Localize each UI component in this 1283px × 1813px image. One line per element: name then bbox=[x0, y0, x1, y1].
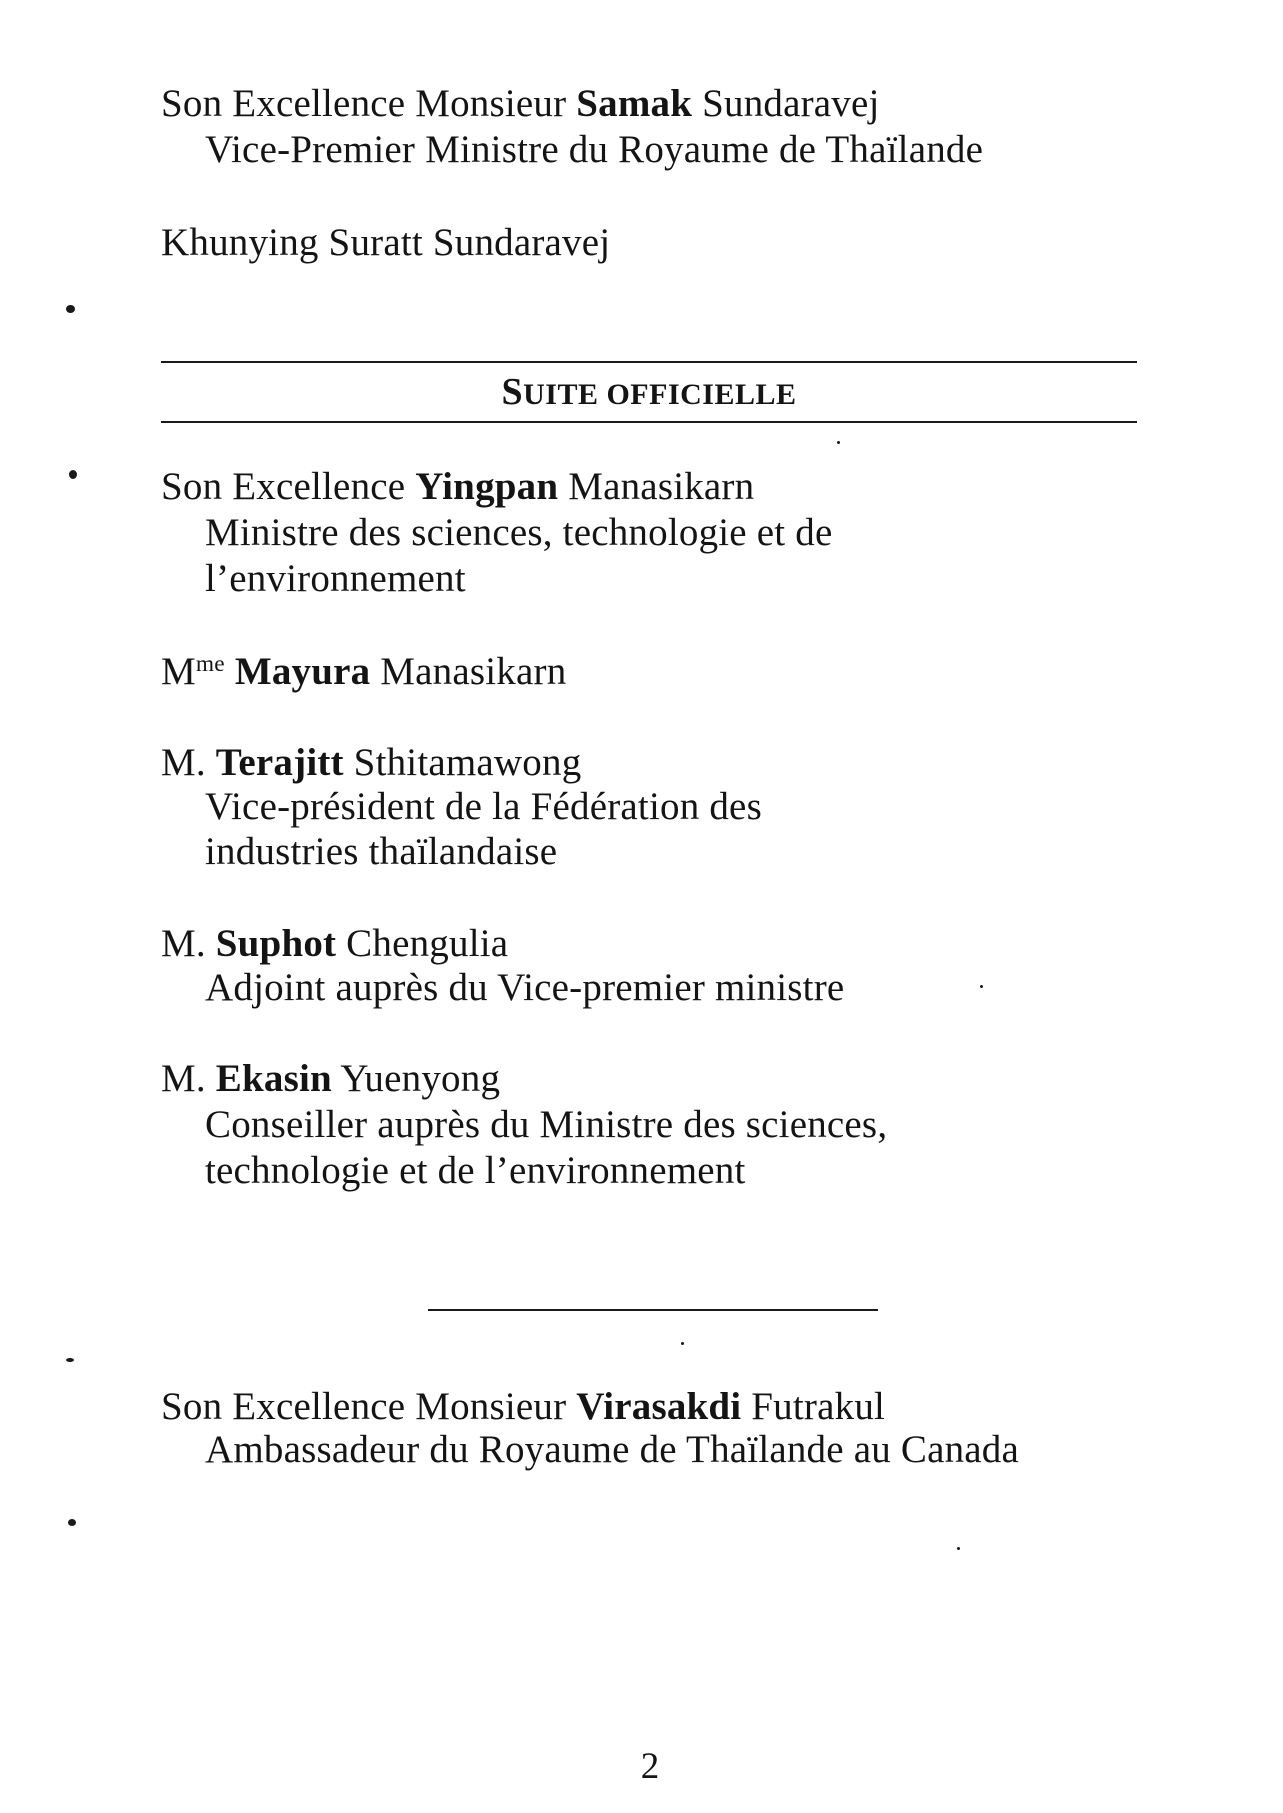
scan-speck bbox=[980, 985, 983, 988]
suite-entry-1-title-line-1: Ministre des sciences, technologie et de bbox=[205, 511, 833, 554]
honorific: Son Excellence Monsieur bbox=[161, 1385, 577, 1428]
given-name: Suphot bbox=[215, 922, 337, 965]
honorific-superscript: me bbox=[195, 651, 225, 678]
given-name: Mayura bbox=[234, 650, 371, 693]
suite-entry-4-title: Adjoint auprès du Vice-premier ministre bbox=[205, 966, 845, 1009]
honorific: M. bbox=[161, 922, 216, 965]
scan-speck bbox=[66, 1358, 74, 1362]
given-name: Samak bbox=[576, 82, 693, 125]
scan-speck bbox=[69, 470, 77, 479]
family-name: Sthitamawong bbox=[343, 741, 582, 784]
ambassador-title: Ambassadeur du Royaume de Thaïlande au Canada bbox=[205, 1428, 1020, 1471]
family-name: Manasikarn bbox=[558, 465, 755, 508]
suite-entry-4-name bbox=[161, 922, 508, 966]
scan-speck bbox=[957, 1547, 960, 1550]
heading-rest: UITE OFFICIELLE bbox=[523, 378, 797, 411]
suite-entry-3-title-line-1: Vice-président de la Fédération des bbox=[205, 785, 762, 828]
heading-bottom-rule bbox=[161, 421, 1137, 423]
suite-entry-2-name bbox=[161, 650, 566, 694]
given-name: Terajitt bbox=[215, 741, 344, 784]
family-name: Yuenyong bbox=[331, 1057, 501, 1100]
honorific: M bbox=[161, 650, 196, 693]
suite-entry-3-name bbox=[161, 741, 581, 785]
honorific: Son Excellence Monsieur bbox=[161, 82, 577, 125]
given-name: Ekasin bbox=[215, 1057, 332, 1100]
given-name: Virasakdi bbox=[576, 1385, 742, 1428]
heading-top-rule bbox=[161, 361, 1137, 363]
family-name: Sundaravej bbox=[692, 82, 880, 125]
family-name: Futrakul bbox=[741, 1385, 886, 1428]
family-name: Manasikarn bbox=[370, 650, 567, 693]
spouse-name: Khunying Suratt Sundaravej bbox=[161, 221, 611, 264]
suite-entry-1-name bbox=[161, 465, 754, 509]
family-name: Chengulia bbox=[336, 922, 509, 965]
suite-entry-1-title-line-2: l’environnement bbox=[205, 557, 466, 600]
heading-initial: S bbox=[501, 371, 524, 413]
suite-entry-5-title-line-2: technologie et de l’environnement bbox=[205, 1149, 746, 1192]
page-number: 2 bbox=[640, 1746, 660, 1787]
principal-title: Vice-Premier Ministre du Royaume de Thaïlande bbox=[205, 128, 984, 171]
honorific: M. bbox=[161, 741, 216, 784]
honorific: Son Excellence bbox=[161, 465, 416, 508]
honorific: M. bbox=[161, 1057, 216, 1100]
scan-speck bbox=[681, 1342, 684, 1345]
suite-entry-3-title-line-2: industries thaïlandaise bbox=[205, 830, 558, 873]
ambassador-name bbox=[161, 1385, 885, 1429]
scan-speck bbox=[837, 441, 840, 444]
scan-speck bbox=[66, 305, 75, 313]
separator-rule bbox=[428, 1309, 878, 1311]
given-name: Yingpan bbox=[415, 465, 559, 508]
suite-entry-5-title-line-1: Conseiller auprès du Ministre des sciences, bbox=[205, 1103, 888, 1146]
suite-entry-5-name bbox=[161, 1057, 500, 1101]
principal-name-line bbox=[161, 82, 880, 126]
scan-speck bbox=[68, 1519, 76, 1526]
section-heading bbox=[161, 370, 1137, 422]
